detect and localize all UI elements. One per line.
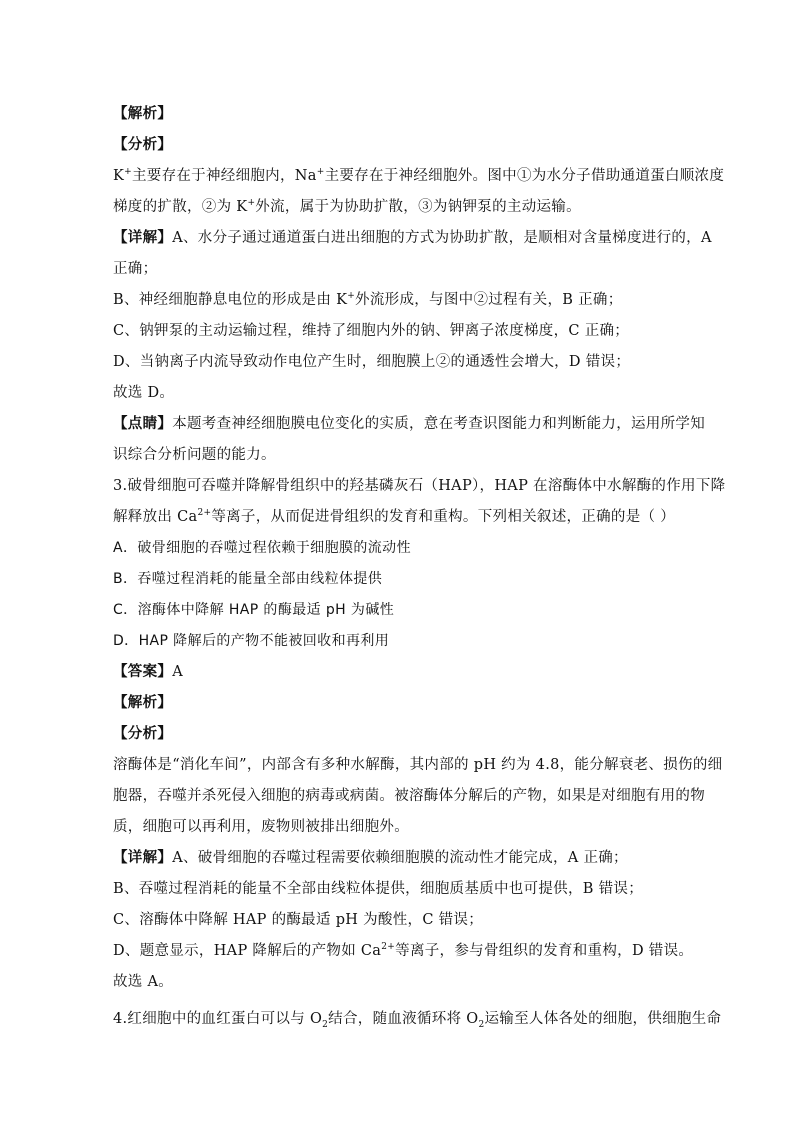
- paragraph-line: D、题意显示，HAP 降解后的产物如 $Ca^{2+}$等离子，参与骨组织的发育和重构，D 错误。: [113, 942, 694, 959]
- section-tag-fenxi: 【分析】: [113, 725, 173, 742]
- section-tag-jiexi: 【解析】: [113, 105, 173, 122]
- paragraph-line: B、神经细胞静息电位的形成是由 K+外流形成，与图中②过程有关，B 正确；: [113, 291, 623, 308]
- answer-value: A: [172, 664, 183, 680]
- paragraph-line: 【详解】A、破骨细胞的吞噬过程需要依赖细胞膜的流动性才能完成，A 正确；: [113, 849, 628, 866]
- option-b: B．吞噬过程消耗的能量全部由线粒体提供: [113, 571, 383, 587]
- paragraph-line: 梯度的扩散，②为 K+外流，属于为协助扩散，③为钠钾泵的主动运输。: [113, 198, 581, 215]
- section-tag-detail: 【详解】: [113, 229, 173, 246]
- section-tag-fenxi: 【分析】: [113, 136, 173, 153]
- paragraph-line: 质，细胞可以再利用，废物则被排出细胞外。: [113, 819, 409, 835]
- paragraph-line: 识综合分析问题的能力。: [113, 447, 276, 463]
- paragraph-line: B、吞噬过程消耗的能量不全部由线粒体提供，细胞质基质中也可提供，B 错误；: [113, 881, 644, 897]
- paragraph-line: 故选 A。: [113, 974, 174, 990]
- paragraph-line: 故选 D。: [113, 385, 175, 401]
- question-3-stem: 解释放出 $Ca^{2+}$等离子，从而促进骨组织的发育和重构。下列相关叙述，正确的是（ ）: [113, 508, 676, 525]
- answer-line: [113, 662, 693, 682]
- paragraph-line: C、溶酶体中降解 HAP 的酶最适 pH 为酸性，C 错误；: [113, 912, 484, 928]
- paragraph-line: 溶酶体是“消化车间”，内部含有多种水解酶，其内部的 pH 约为 4.8，能分解衰老、损伤的细: [113, 757, 723, 773]
- paragraph-line: K+主要存在于神经细胞内，Na+主要存在于神经细胞外。图中①为水分子借助通道蛋白顺浓度: [113, 167, 725, 184]
- option-d: D．HAP 降解后的产物不能被回收和再利用: [113, 633, 390, 649]
- section-tag-answer: 【答案】: [113, 663, 173, 680]
- paragraph-line: C、钠钾泵的主动运输过程，维持了细胞内外的钠、钾离子浓度梯度，C 正确；: [113, 323, 630, 339]
- paragraph-line: D、当钠离子内流导致动作电位产生时，细胞膜上②的通透性会增大，D 错误；: [113, 354, 631, 370]
- paragraph-line: 胞器，吞噬并杀死侵入细胞的病毒或病菌。被溶酶体分解后的产物，如果是对细胞有用的物: [113, 788, 705, 804]
- section-tag-detail: 【详解】: [113, 849, 173, 866]
- paragraph-line: 【点睛】本题考查神经细胞膜电位变化的实质，意在考查识图能力和判断能力，运用所学知: [113, 415, 705, 432]
- question-4-stem: 4.红细胞中的血红蛋白可以与 $O_2$结合，随血液循环将 $O_2$运输至人体各处的细胞，供细胞生命: [113, 1011, 722, 1030]
- section-tag-jiexi: 【解析】: [113, 694, 173, 711]
- paragraph-line: 正确；: [113, 261, 158, 277]
- option-a: A．破骨细胞的吞噬过程依赖于细胞膜的流动性: [113, 540, 411, 556]
- option-c: C．溶酶体中降解 HAP 的酶最适 pH 为碱性: [113, 602, 395, 618]
- paragraph-line: 【详解】A、水分子通过通道蛋白进出细胞的方式为协助扩散，是顺相对含量梯度进行的，A: [113, 229, 712, 246]
- section-tag-dianjing: 【点睛】: [113, 415, 173, 432]
- question-3-stem: 3.破骨细胞可吞噬并降解骨组织中的羟基磷灰石（HAP），HAP 在溶酶体中水解酶的作用下降: [113, 478, 726, 494]
